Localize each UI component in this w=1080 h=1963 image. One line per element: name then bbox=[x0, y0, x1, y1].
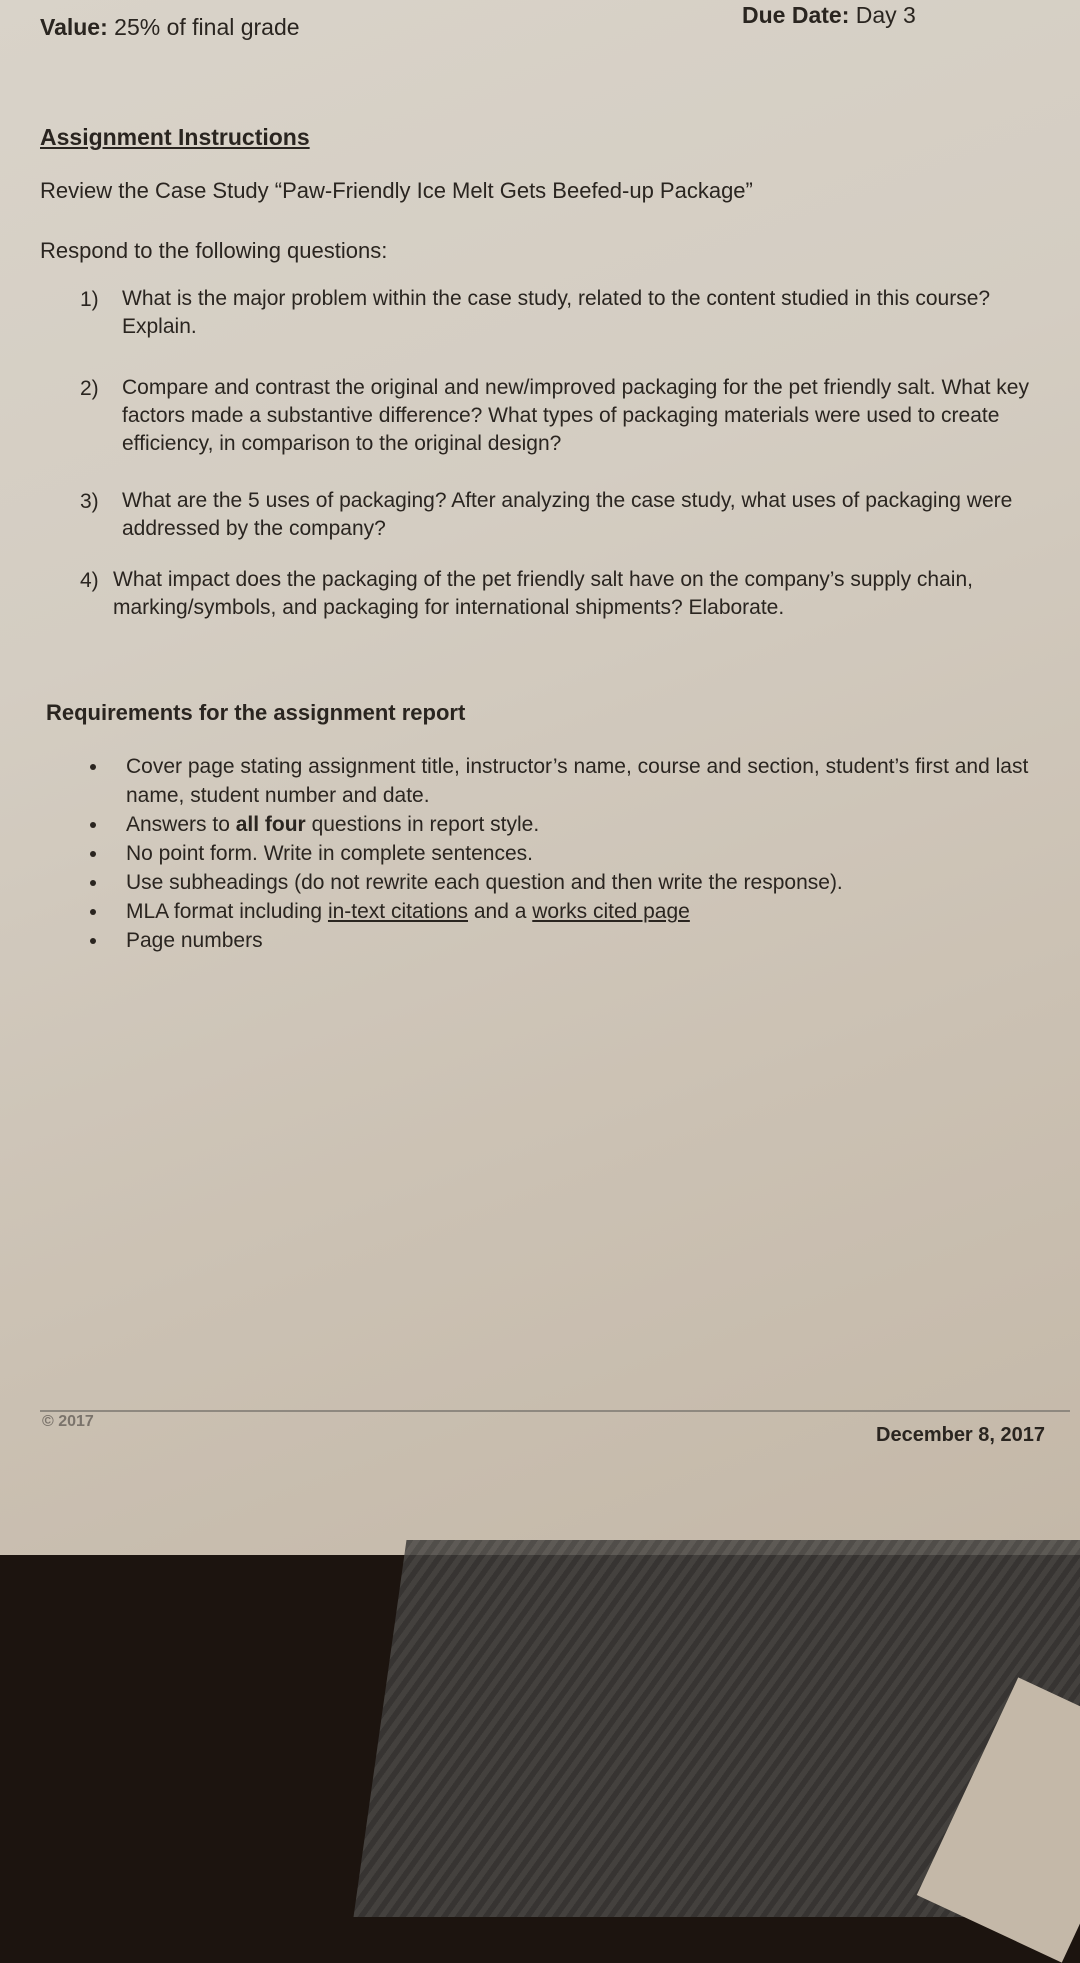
question-text: What is the major problem within the case study, related to the content studied in this course? Explain. bbox=[122, 287, 991, 338]
list-item: Page numbers bbox=[80, 926, 1060, 955]
question-number: 1) bbox=[80, 288, 99, 311]
footer-date: December 8, 2017 bbox=[876, 1424, 1046, 1446]
question-number: 3) bbox=[80, 490, 99, 513]
requirements-heading: Requirements for the assignment report bbox=[46, 700, 466, 725]
list-item: No point form. Write in complete sentences. bbox=[80, 839, 1060, 868]
case-study-intro: Review the Case Study “Paw-Friendly Ice Melt Gets Beefed-up Package” bbox=[40, 178, 753, 203]
list-item: Cover page stating assignment title, instructor’s name, course and section, student’s first and last name, student number and date. bbox=[80, 752, 1060, 810]
question-text: Compare and contrast the original and new/improved packaging for the pet friendly salt. What key factors made a substantive difference? What types of packaging materials were used to create efficiency, in comparison to the original design? bbox=[122, 376, 1029, 455]
list-item: Use subheadings (do not rewrite each question and then write the response). bbox=[80, 868, 1060, 897]
question-number: 2) bbox=[80, 377, 99, 400]
copyright: © 2017 bbox=[42, 1413, 94, 1430]
question-text: What impact does the packaging of the pet friendly salt have on the company’s supply chain, marking/symbols, and packaging for international shipments? Elaborate. bbox=[113, 568, 973, 619]
instructions-heading: Assignment Instructions bbox=[40, 124, 310, 150]
footer-divider bbox=[40, 1410, 1070, 1412]
requirements-list bbox=[80, 752, 1060, 955]
due-label: Due Date: bbox=[742, 2, 850, 28]
due-text: Day 3 bbox=[855, 2, 916, 28]
value-label: Value: bbox=[40, 14, 108, 40]
respond-prompt: Respond to the following questions: bbox=[40, 238, 388, 263]
question-text: What are the 5 uses of packaging? After analyzing the case study, what uses of packaging were addressed by the company? bbox=[122, 489, 1013, 540]
works-cited-link: works cited page bbox=[532, 900, 690, 923]
grade-value bbox=[40, 14, 300, 41]
question-number: 4) bbox=[80, 569, 99, 592]
value-text: 25% of final grade bbox=[114, 14, 300, 40]
list-item: Answers to all four questions in report style. bbox=[80, 810, 1060, 839]
list-item: MLA format including in-text citations and a works cited page bbox=[80, 897, 1060, 926]
due-date bbox=[742, 2, 916, 29]
in-text-citations-link: in-text citations bbox=[327, 900, 469, 923]
